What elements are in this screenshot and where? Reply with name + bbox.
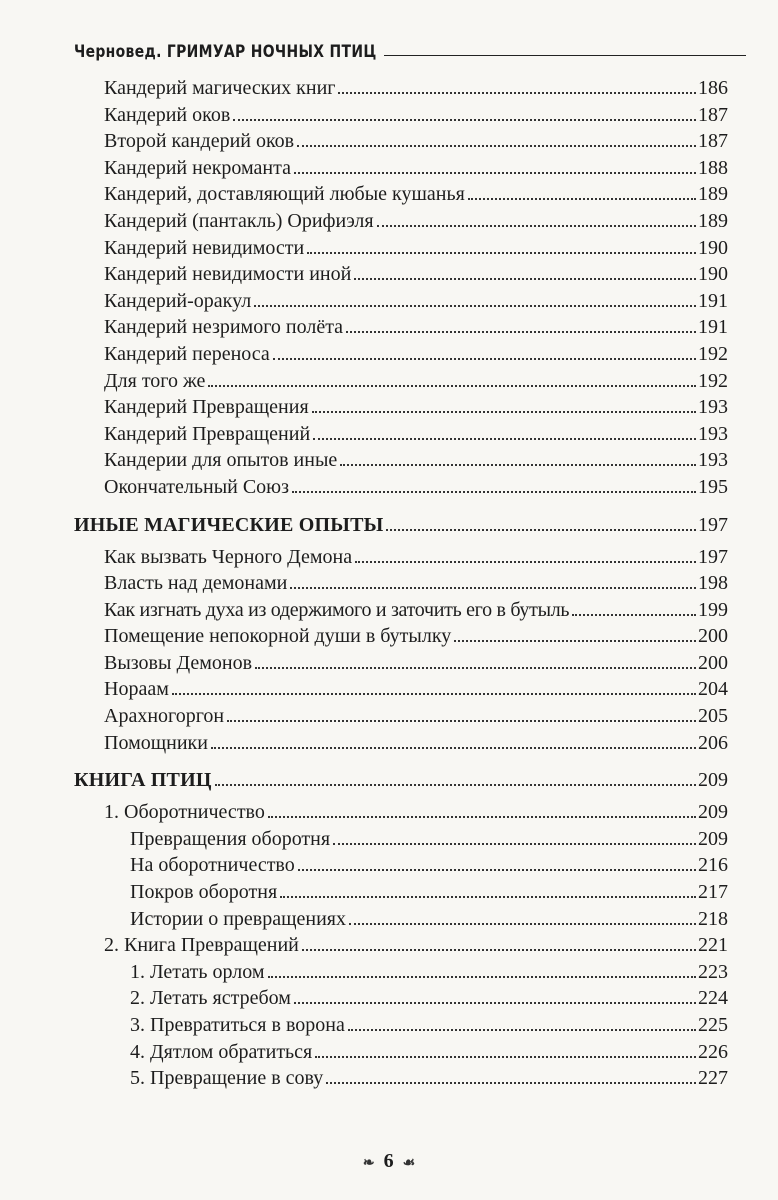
toc-entry-page: 190: [698, 236, 728, 259]
toc-entry: [74, 597, 728, 624]
toc-entry-page: 225: [698, 1014, 728, 1036]
toc-entry: [74, 623, 728, 650]
dot-leader: [313, 438, 696, 440]
toc-entry-title: Кандерий магических книг: [104, 77, 336, 99]
toc-entry-page: 216: [698, 854, 728, 877]
toc-entry-page: 218: [698, 907, 728, 930]
toc-entry: [74, 852, 728, 879]
dot-leader: [268, 816, 696, 818]
toc-entry-title: Кандерий, доставляющий любые кушанья: [104, 183, 465, 206]
toc-entry: [74, 544, 728, 571]
toc-entry-page: 193: [698, 396, 728, 419]
toc-entry-title: Кандерий невидимости иной: [104, 263, 352, 286]
toc-entry-title: Кандерий невидимости: [104, 236, 305, 259]
toc-entry-page: 197: [698, 545, 728, 568]
toc-entry: [74, 1065, 728, 1092]
dot-leader: [326, 1082, 696, 1084]
dot-leader: [273, 358, 696, 360]
toc-entry-page: 192: [698, 342, 728, 365]
toc-entry-page: 187: [698, 103, 728, 126]
dot-leader: [348, 1029, 696, 1031]
toc-entry-title: ИНЫЕ МАГИЧЕСКИЕ ОПЫТЫ: [74, 513, 384, 536]
dot-leader: [386, 529, 696, 531]
toc-entry-title: Второй кандерий оков: [104, 130, 295, 153]
toc-entry-title: Кандерий-оракул: [104, 289, 252, 312]
dot-leader: [298, 869, 696, 871]
toc-entry-title: Власть над демонами: [104, 572, 288, 595]
toc-entry-page: 209: [698, 827, 728, 850]
ornament-left-icon: ❧: [362, 1156, 375, 1171]
toc-entry: [74, 75, 728, 102]
toc-entry-title: Кандерий переноса: [104, 342, 270, 365]
toc-entry-page: 223: [698, 960, 728, 983]
toc-entry: [74, 474, 728, 501]
running-header: [74, 32, 746, 62]
toc-entry-page: 193: [698, 449, 728, 472]
toc-entry-title: Кандерий (пантакль) Орифиэля: [104, 209, 374, 232]
toc-entry-page: 192: [698, 369, 728, 392]
toc-entry-title: 4. Дятлом обратиться: [130, 1040, 313, 1063]
header-rule: [384, 55, 746, 57]
dot-leader: [233, 119, 696, 121]
toc-entry: [74, 181, 728, 208]
toc-entry-title: Как вызвать Черного Демона: [104, 545, 353, 568]
dot-leader: [292, 491, 696, 493]
toc-entry-page: 206: [698, 731, 728, 754]
toc-entry-page: 190: [698, 263, 728, 286]
toc-entry-title: Кандерий некроманта: [104, 156, 291, 179]
toc-entry: [74, 368, 728, 395]
toc-entry-title: 5. Превращение в сову: [130, 1067, 324, 1090]
toc-entry: [74, 826, 728, 853]
toc-entry-title: Кандерий незримого полёта: [104, 316, 344, 339]
dot-leader: [312, 411, 696, 413]
dot-leader: [355, 561, 696, 563]
toc-entry-page: 209: [698, 801, 728, 824]
toc-entry-page: 195: [698, 475, 728, 498]
toc-entry-title: Кандерий Превращений: [104, 422, 311, 445]
toc-entry-page: 204: [698, 678, 728, 701]
toc-entry-page: 224: [698, 987, 728, 1010]
toc-entry-page: 199: [698, 598, 728, 621]
toc-section-heading: [74, 501, 728, 544]
dot-leader: [255, 667, 696, 669]
toc-entry-title: 3. Превратиться в ворона: [130, 1014, 345, 1036]
toc-entry-page: 217: [698, 881, 728, 904]
dot-leader: [354, 278, 696, 280]
toc-entry-title: Нораам: [104, 678, 169, 701]
toc-entry: [74, 394, 728, 421]
dot-leader: [227, 720, 696, 722]
toc-entry-page: 191: [698, 316, 728, 339]
toc-section-heading: [74, 756, 728, 799]
toc-entry-page: 186: [698, 77, 728, 99]
toc-entry-page: 205: [698, 705, 728, 728]
toc-entry-page: 189: [698, 209, 728, 232]
toc-entry: [74, 799, 728, 826]
toc-entry-page: 193: [698, 422, 728, 445]
dot-leader: [338, 92, 696, 94]
toc-entry-page: 200: [698, 651, 728, 674]
toc-entry: [74, 421, 728, 448]
toc-entry-page: 197: [698, 513, 728, 536]
toc-entry: [74, 447, 728, 474]
toc-entry: [74, 1039, 728, 1066]
dot-leader: [280, 896, 696, 898]
toc-entry: [74, 985, 728, 1012]
toc-entry: [74, 128, 728, 155]
table-of-contents: [74, 75, 728, 1092]
toc-entry-title: 2. Летать ястребом: [130, 987, 291, 1010]
toc-entry-title: Превращения оборотня: [130, 827, 331, 850]
ornament-right-icon: ☙: [402, 1156, 416, 1171]
toc-entry-title: Помощники: [104, 731, 208, 754]
dot-leader: [454, 640, 696, 642]
toc-entry: [74, 932, 728, 959]
dot-leader: [346, 331, 696, 333]
toc-entry-title: Истории о превращениях: [130, 907, 346, 930]
dot-leader: [208, 385, 696, 387]
toc-entry: [74, 676, 728, 703]
toc-entry-title: Как изгнать духа из одержимого и заточить его в бутыль: [104, 598, 570, 621]
toc-entry-page: 209: [698, 769, 728, 792]
toc-entry: [74, 730, 728, 757]
toc-entry-title: 2. Книга Превращений: [104, 934, 299, 957]
toc-entry-title: На оборотничество: [130, 854, 295, 877]
dot-leader: [302, 949, 696, 951]
dot-leader: [333, 843, 696, 845]
toc-entry: [74, 570, 728, 597]
dot-leader: [215, 784, 696, 786]
dot-leader: [172, 693, 696, 695]
toc-entry-page: 226: [698, 1040, 728, 1063]
toc-entry: [74, 906, 728, 933]
dot-leader: [340, 464, 696, 466]
toc-entry-title: Для того же: [104, 369, 206, 392]
toc-entry-title: Помещение непокорной души в бутылку: [104, 625, 452, 648]
toc-entry-page: 188: [698, 156, 728, 179]
toc-entry-page: 187: [698, 130, 728, 153]
toc-entry: [74, 235, 728, 262]
toc-entry-page: 191: [698, 289, 728, 312]
toc-entry-title: Кандерий оков: [104, 103, 231, 126]
page-number: 6: [383, 1150, 394, 1172]
dot-leader: [297, 145, 696, 147]
toc-entry-title: Кандерии для опытов иные: [104, 449, 338, 472]
toc-entry-title: 1. Оборотничество: [104, 801, 265, 824]
toc-entry-title: Вызовы Демонов: [104, 651, 253, 674]
dot-leader: [315, 1056, 696, 1058]
dot-leader: [349, 923, 696, 925]
dot-leader: [307, 252, 696, 254]
toc-entry-page: 189: [698, 183, 728, 206]
toc-entry: [74, 703, 728, 730]
dot-leader: [468, 198, 696, 200]
toc-entry: [74, 102, 728, 129]
toc-entry: [74, 879, 728, 906]
dot-leader: [268, 976, 696, 978]
dot-leader: [254, 305, 696, 307]
toc-entry: [74, 288, 728, 315]
dot-leader: [377, 225, 696, 227]
dot-leader: [211, 747, 696, 749]
toc-entry-title: 1. Летать орлом: [130, 960, 265, 983]
dot-leader: [294, 1002, 696, 1004]
toc-entry-title: КНИГА ПТИЦ: [74, 769, 212, 792]
toc-entry: [74, 261, 728, 288]
toc-entry: [74, 155, 728, 182]
toc-entry-title: Арахногоргон: [104, 705, 225, 728]
toc-entry-title: Кандерий Превращения: [104, 396, 309, 419]
dot-leader: [290, 587, 696, 589]
toc-entry-title: Покров оборотня: [130, 881, 278, 904]
running-header-title: Черновед. ГРИМУАР НОЧНЫХ ПТИЦ: [74, 42, 377, 62]
dot-leader: [294, 172, 696, 174]
toc-entry: [74, 1012, 728, 1039]
toc-entry-page: 227: [698, 1067, 728, 1090]
toc-entry-page: 200: [698, 625, 728, 648]
page-footer: [0, 1150, 778, 1173]
toc-entry: [74, 650, 728, 677]
toc-entry-page: 198: [698, 572, 728, 595]
toc-entry-page: 221: [698, 934, 728, 957]
toc-entry-title: Окончательный Союз: [104, 475, 290, 498]
toc-entry: [74, 208, 728, 235]
dot-leader: [572, 614, 696, 616]
toc-entry: [74, 341, 728, 368]
toc-entry: [74, 959, 728, 986]
toc-entry: [74, 314, 728, 341]
